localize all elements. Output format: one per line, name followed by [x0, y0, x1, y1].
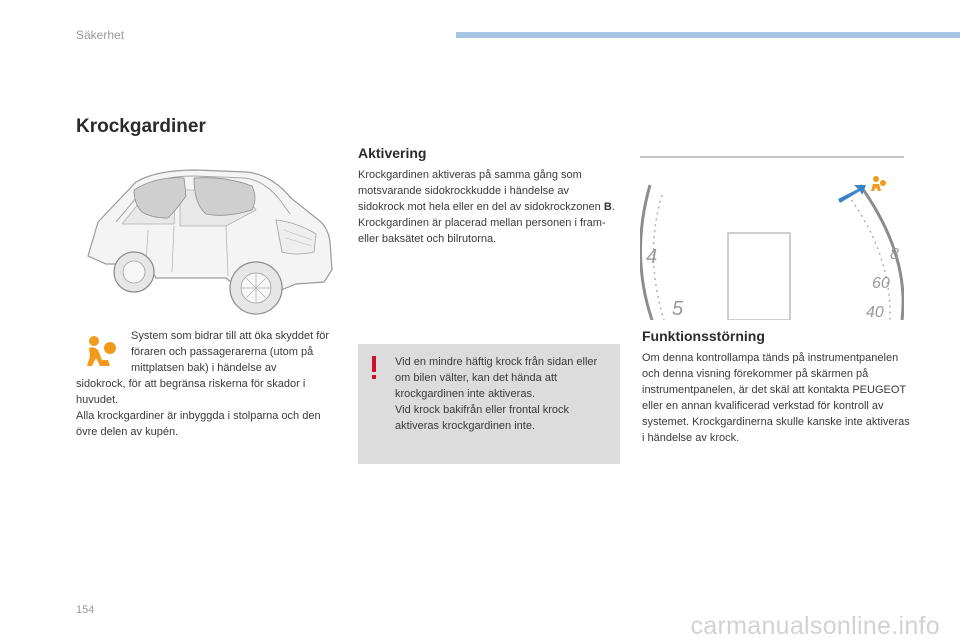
- left-text-extra: Alla krockgardiner är inbyggda i stolparna och den övre delen av kupén.: [76, 410, 321, 438]
- activation-text-1-end: .: [611, 201, 615, 213]
- gauge-label-4: 4: [646, 246, 658, 268]
- note-text-2: Vid krock bakifrån eller frontal krock aktiveras krockgardinen inte.: [395, 404, 570, 432]
- page-number: 154: [76, 604, 95, 616]
- note-box: [358, 344, 620, 464]
- activation-text: [358, 167, 616, 247]
- fault-text: Om denna kontrollampa tänds på instrumentpanelen och denna visning förekommer på skärmen på instrumentpanelen, är det skäl att kontakta PEUGEOT eller en annan kvalificerad verkstad för kontroll av systemet. Krockgardinerna skulle kanske inte aktiveras i händelse av krock.: [642, 352, 910, 444]
- activation-text-2: Krockgardinen är placerad mellan personen i fram- eller baksätet och bilrutorna.: [358, 217, 606, 245]
- section-header: Säkerhet: [76, 28, 125, 42]
- note-text-1: Vid en mindre häftig krock från sidan eller om bilen välter, kan det hända att krockgardinen inte aktiveras.: [395, 356, 598, 400]
- header-accent-bar: [456, 32, 960, 38]
- exclamation-icon: [370, 356, 378, 380]
- footer-watermark: carmanualsonline.info: [690, 612, 940, 640]
- fault-title: Funktionsstörning: [642, 328, 765, 344]
- page-title: Krockgardiner: [76, 116, 206, 137]
- left-text-continued: sidokrock, för att begränsa riskerna för skador i huvudet.: [76, 378, 306, 406]
- activation-title: Aktivering: [358, 145, 427, 161]
- activation-zone: B: [603, 201, 612, 213]
- left-text-indented: System som bidrar till att öka skyddet för föraren och passagerarerna (utom på mittplatsen bak) i händelse av: [131, 330, 330, 374]
- gauge-label-60: 60: [872, 275, 890, 292]
- gauge-label-8: 8: [890, 246, 899, 263]
- left-description: [76, 328, 342, 440]
- gauge-label-40: 40: [866, 304, 884, 320]
- gauge-label-5: 5: [672, 298, 684, 320]
- car-curtain-airbag-illustration: [76, 160, 338, 325]
- instrument-cluster-illustration: [640, 155, 904, 320]
- note-text: [395, 354, 609, 434]
- activation-text-1: Krockgardinen aktiveras på samma gång som motsvarande sidokrockkudde i händelse av sidokrock mot hela eller en del av sidokrockzonen: [358, 169, 601, 213]
